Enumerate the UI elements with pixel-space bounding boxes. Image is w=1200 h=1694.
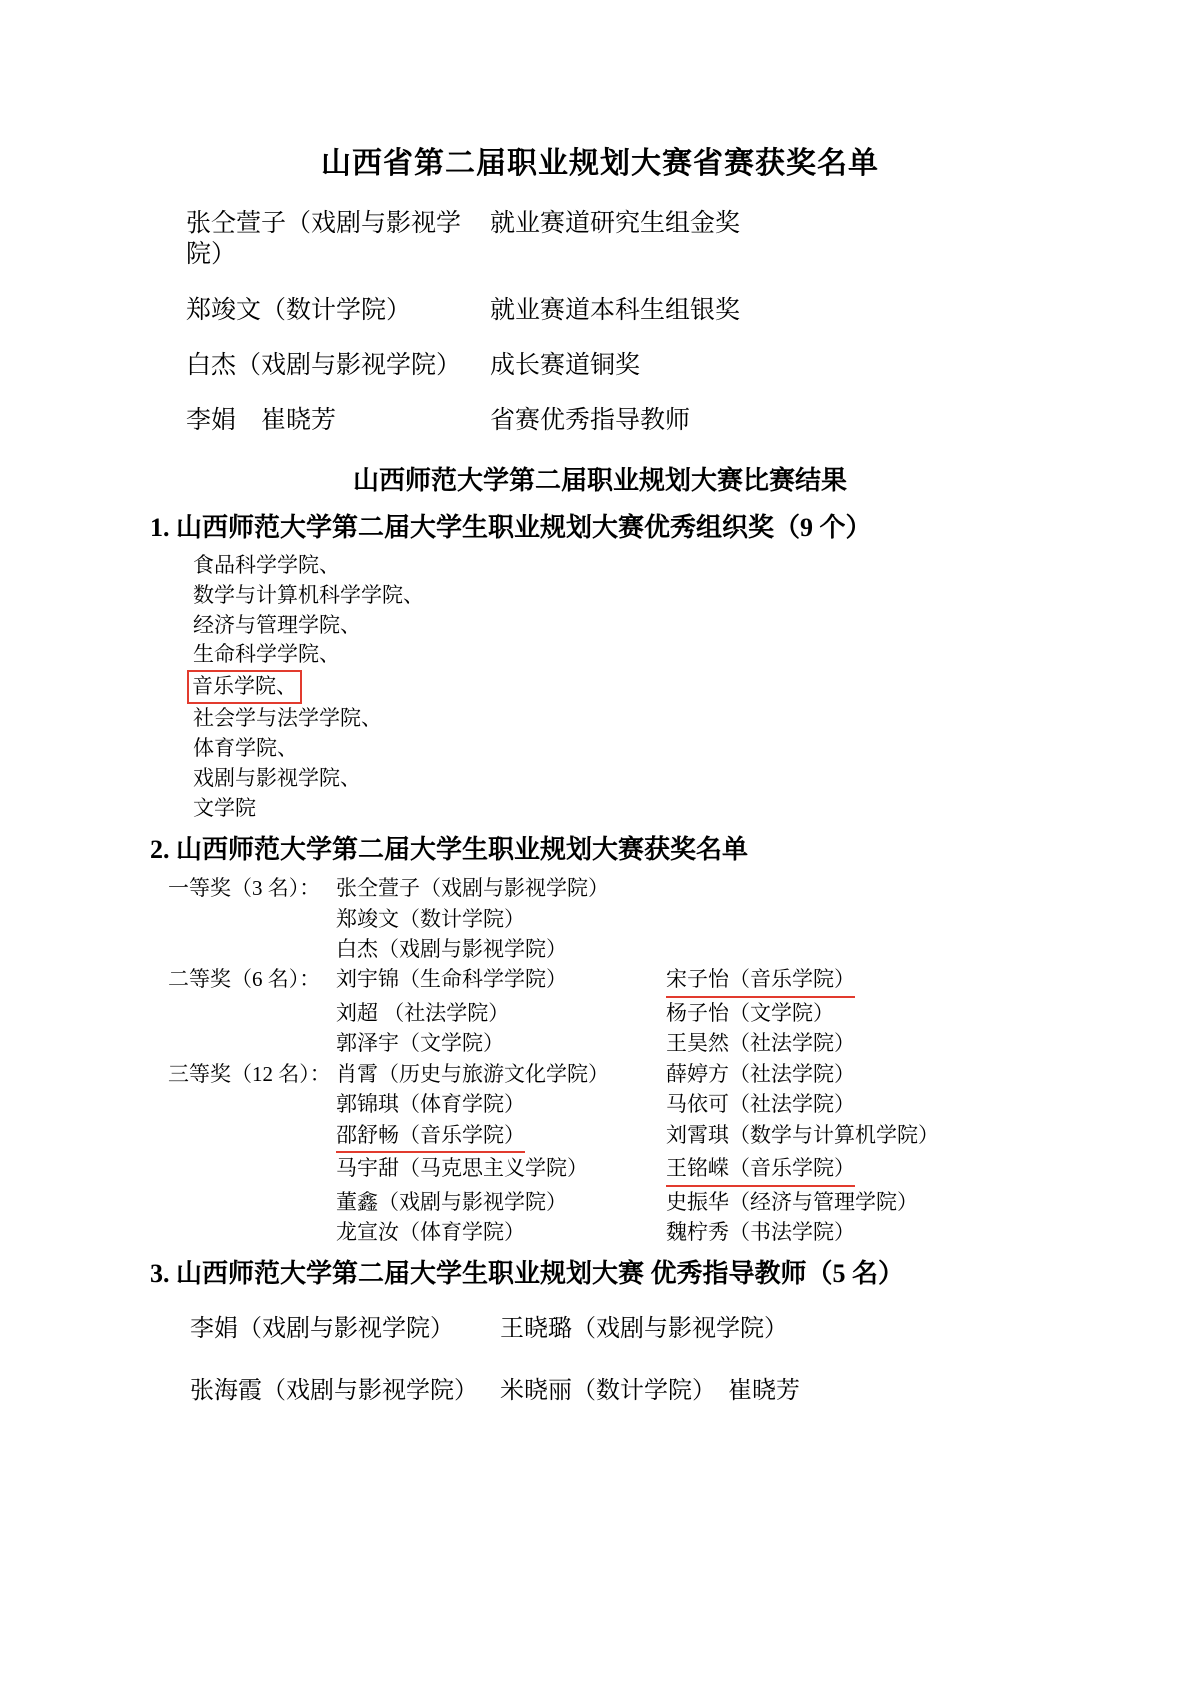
provincial-award-row bbox=[150, 208, 1050, 271]
winner-row bbox=[168, 1187, 1050, 1217]
teacher-row bbox=[190, 1375, 1050, 1409]
award-tier-label: 三等奖（12 名）： bbox=[168, 1061, 331, 1086]
provincial-awards-list bbox=[150, 208, 1050, 436]
page-title: 山西省第二届职业规划大赛省赛获奖名单 bbox=[321, 147, 879, 180]
award-label: 就业赛道本科生组银奖 bbox=[490, 296, 741, 324]
teacher-name: 王晓璐（戏剧与影视学院） bbox=[500, 1316, 788, 1343]
award-tier-label: 一等奖（3 名）： bbox=[168, 876, 321, 901]
winner-name: 张仝萱子（戏剧与影视学院） bbox=[336, 876, 609, 901]
winner-row bbox=[168, 934, 1050, 964]
section-1-heading: 1. 山西师范大学第二届大学生职业规划大赛优秀组织奖（9 个） bbox=[150, 513, 872, 543]
winner-name: 郑竣文（数计学院） bbox=[186, 296, 412, 324]
provincial-award-row bbox=[150, 350, 1050, 381]
winner-name: 郭锦琪（体育学院） bbox=[336, 1092, 525, 1117]
organization-award-college-list bbox=[150, 551, 1050, 823]
college-name: 生命科学学院、 bbox=[193, 642, 340, 667]
winner-row bbox=[168, 1028, 1050, 1058]
list-item bbox=[190, 734, 1050, 764]
award-label: 就业赛道研究生组金奖 bbox=[490, 210, 741, 237]
winner-row bbox=[168, 1153, 1050, 1186]
winner-name: 马宇甜（马克思主义学院） bbox=[336, 1156, 588, 1181]
list-item bbox=[190, 670, 1050, 704]
award-tier-label: 二等奖（6 名）： bbox=[168, 967, 321, 992]
college-name: 数学与计算机科学学院、 bbox=[193, 582, 424, 607]
winner-name-highlighted: 王铭嵘（音乐学院） bbox=[666, 1153, 855, 1186]
winner-name: 刘宇锦（生命科学学院） bbox=[336, 967, 567, 992]
winner-name: 张仝萱子（戏剧与影视学院） bbox=[186, 210, 462, 269]
list-item bbox=[190, 551, 1050, 581]
winner-name: 李娟 崔晓芳 bbox=[186, 407, 337, 434]
college-name-highlighted: 音乐学院、 bbox=[187, 670, 302, 704]
list-item bbox=[190, 704, 1050, 734]
winner-name: 王昊然（社法学院） bbox=[666, 1031, 855, 1056]
section-3-heading: 3. 山西师范大学第二届大学生职业规划大赛 优秀指导教师（5 名） bbox=[150, 1259, 905, 1289]
winner-name: 薛婷方（社法学院） bbox=[666, 1061, 855, 1086]
winner-name: 刘超 （社法学院） bbox=[336, 1000, 510, 1025]
college-name: 戏剧与影视学院、 bbox=[193, 765, 361, 790]
excellent-teachers-list bbox=[150, 1313, 1050, 1408]
college-name: 体育学院、 bbox=[193, 735, 298, 760]
award-label: 省赛优秀指导教师 bbox=[490, 407, 691, 434]
winner-name: 郭泽宇（文学院） bbox=[336, 1031, 504, 1056]
winner-row bbox=[168, 998, 1050, 1028]
teacher-name: 米晓丽（数计学院） 崔晓芳 bbox=[500, 1377, 800, 1404]
list-item bbox=[190, 764, 1050, 794]
award-label: 成长赛道铜奖 bbox=[490, 351, 641, 379]
teacher-name: 张海霞（戏剧与影视学院） bbox=[190, 1377, 478, 1404]
winner-name: 董鑫（戏剧与影视学院） bbox=[336, 1189, 567, 1214]
winner-name: 魏柠秀（书法学院） bbox=[666, 1219, 855, 1244]
teacher-row bbox=[190, 1313, 1050, 1347]
college-name: 经济与管理学院、 bbox=[193, 612, 361, 637]
winner-row bbox=[168, 964, 1050, 997]
winner-row bbox=[168, 873, 1050, 903]
list-item bbox=[190, 581, 1050, 611]
list-item bbox=[190, 611, 1050, 641]
winner-name: 马依可（社法学院） bbox=[666, 1092, 855, 1117]
college-name: 食品科学学院、 bbox=[193, 553, 340, 578]
winners-list bbox=[150, 873, 1050, 1247]
provincial-award-row bbox=[150, 405, 1050, 436]
winner-name: 龙宣汝（体育学院） bbox=[336, 1219, 525, 1244]
winner-name: 郑竣文（数计学院） bbox=[336, 906, 525, 931]
section-2-heading: 2. 山西师范大学第二届大学生职业规划大赛获奖名单 bbox=[150, 835, 749, 865]
winner-name: 杨子怡（文学院） bbox=[666, 1000, 834, 1025]
college-name: 社会学与法学学院、 bbox=[193, 706, 382, 731]
list-item bbox=[190, 794, 1050, 824]
provincial-award-row bbox=[150, 295, 1050, 326]
winner-name: 史振华（经济与管理学院） bbox=[666, 1189, 918, 1214]
winner-name: 肖霄（历史与旅游文化学院） bbox=[336, 1061, 609, 1086]
winner-name: 刘霄琪（数学与计算机学院） bbox=[666, 1122, 939, 1147]
winner-row bbox=[168, 1217, 1050, 1247]
winner-row bbox=[168, 904, 1050, 934]
school-results-title: 山西师范大学第二届职业规划大赛比赛结果 bbox=[352, 466, 847, 496]
winner-name-highlighted: 宋子怡（音乐学院） bbox=[666, 964, 855, 997]
winner-name: 白杰（戏剧与影视学院） bbox=[186, 351, 462, 379]
winner-row bbox=[168, 1089, 1050, 1119]
winner-name-highlighted: 邵舒畅（音乐学院） bbox=[336, 1120, 525, 1153]
college-name: 文学院 bbox=[193, 795, 256, 820]
teacher-name: 李娟（戏剧与影视学院） bbox=[190, 1316, 454, 1343]
winner-row bbox=[168, 1120, 1050, 1153]
winner-name: 白杰（戏剧与影视学院） bbox=[336, 937, 567, 962]
winner-row bbox=[168, 1059, 1050, 1089]
list-item bbox=[190, 640, 1050, 670]
